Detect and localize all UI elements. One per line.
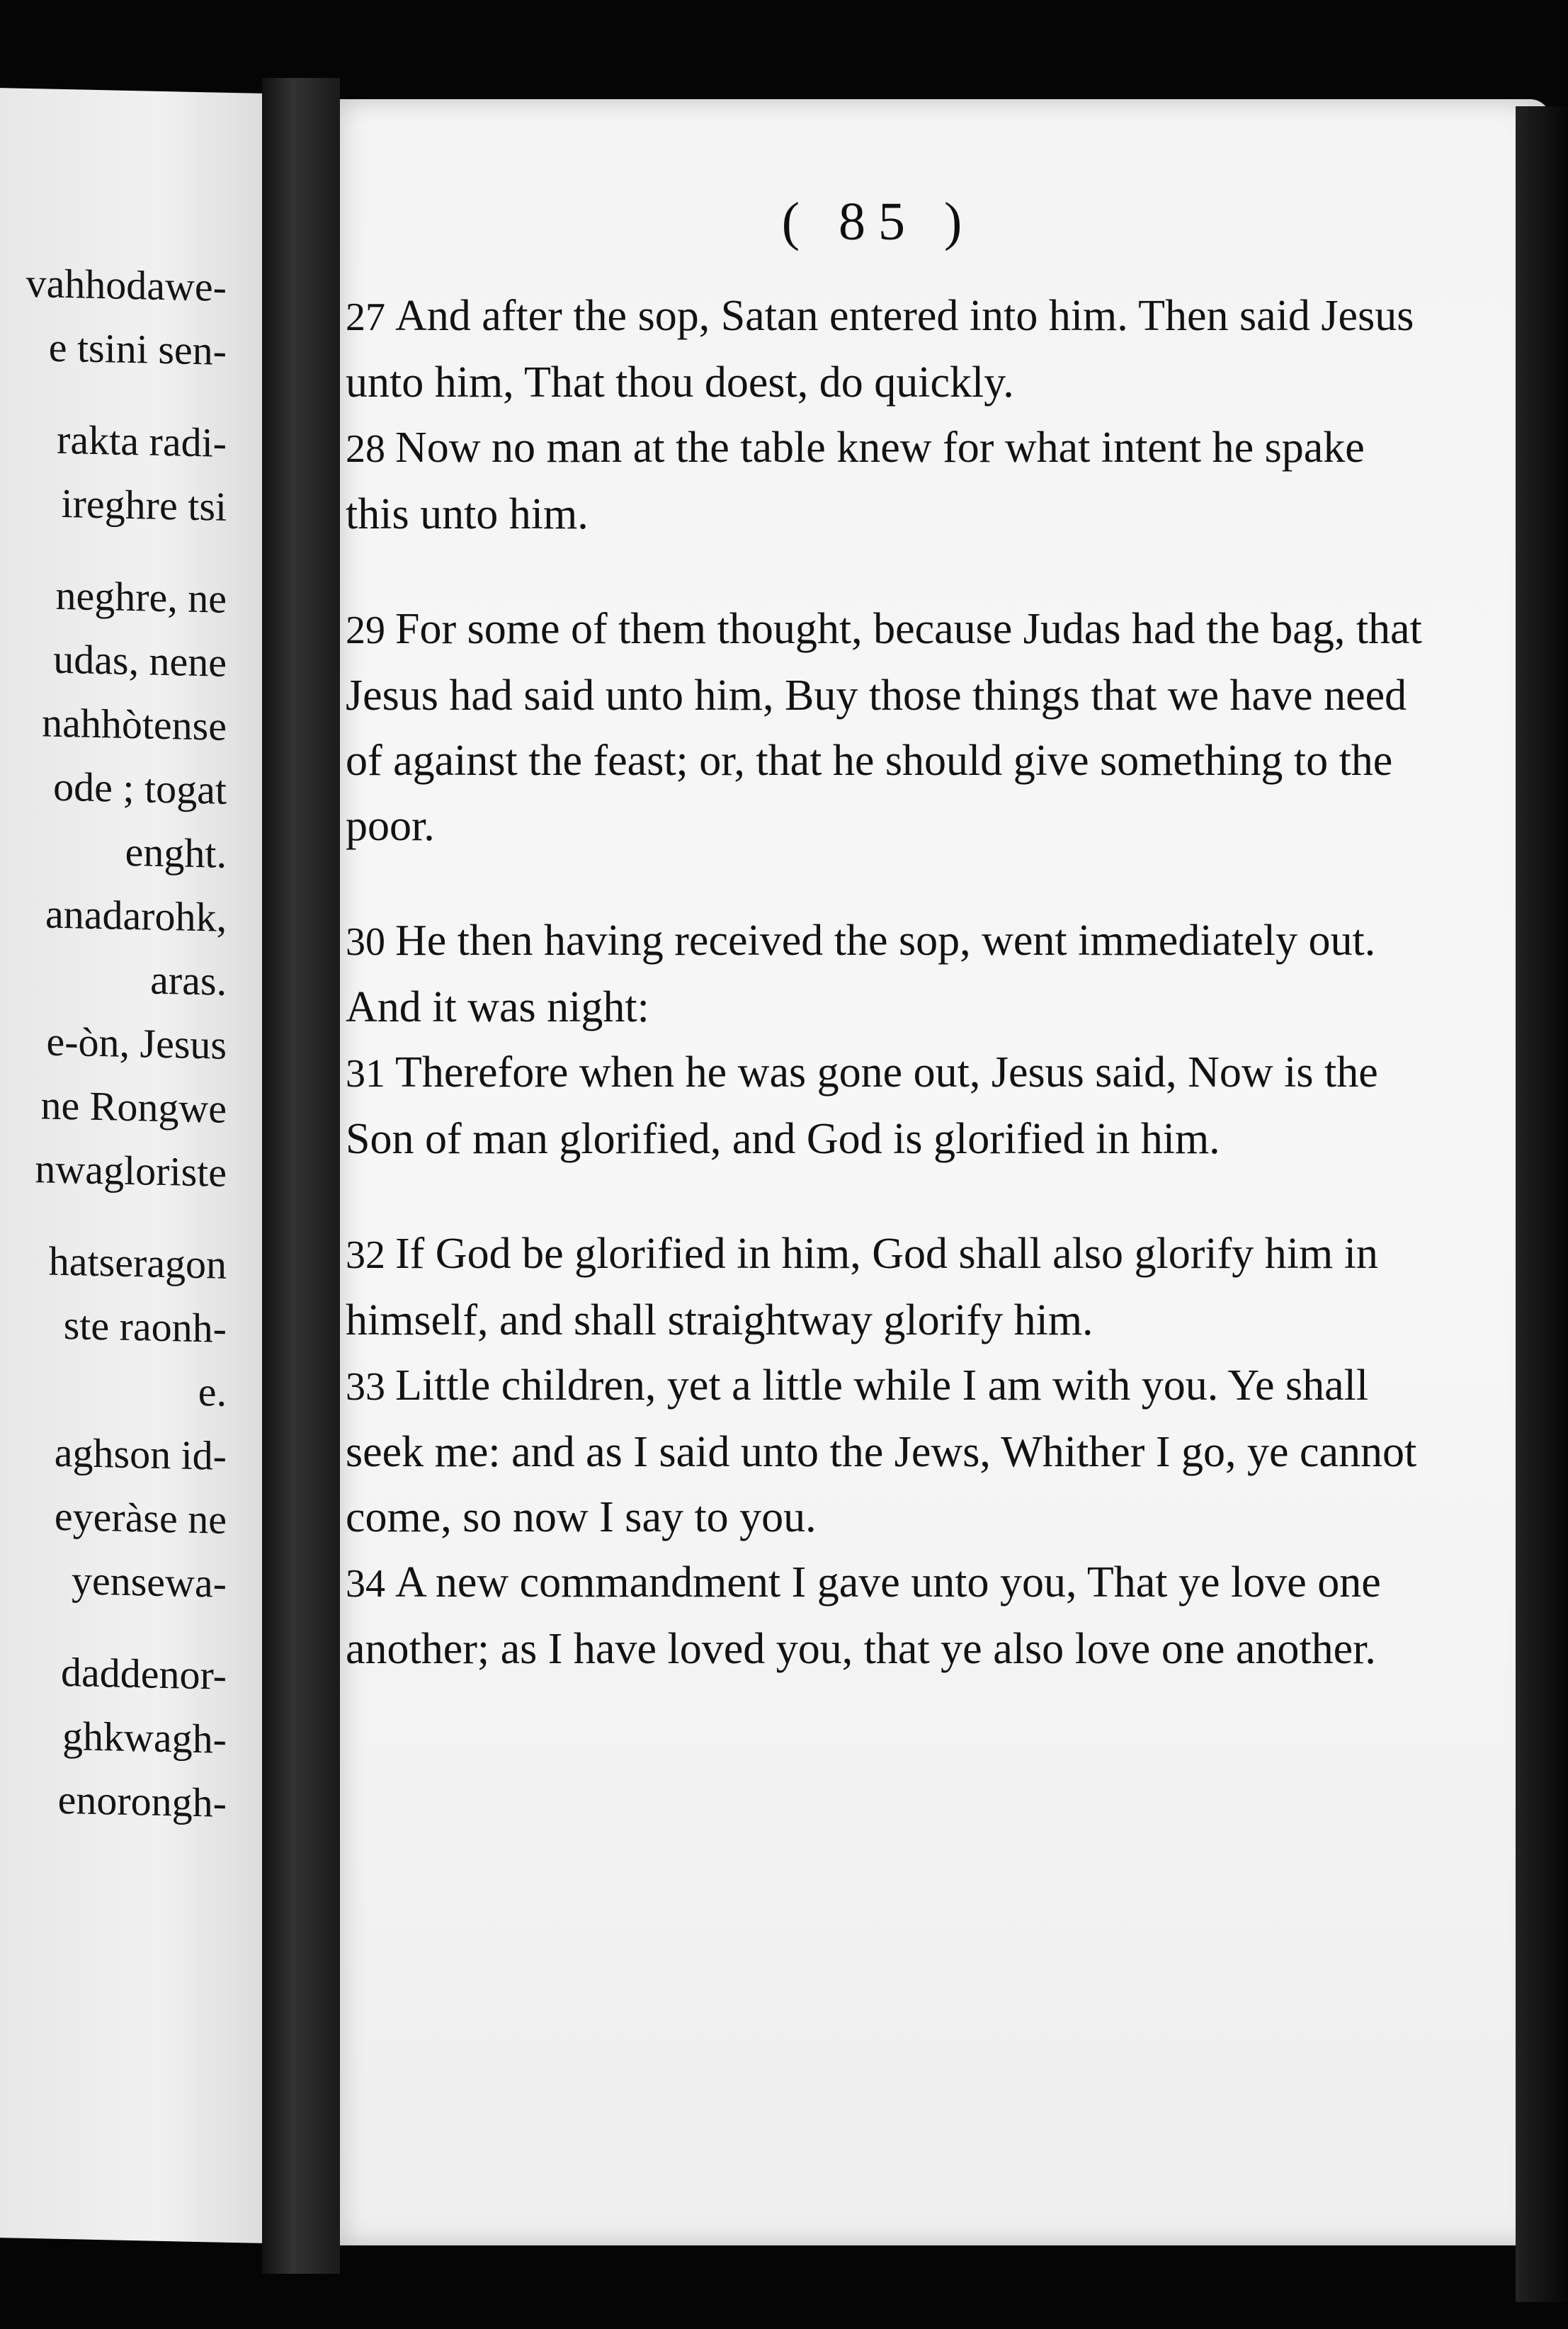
- verse-29: [346, 596, 1422, 858]
- verse-27: [346, 283, 1422, 415]
- verse-number: 29: [346, 608, 385, 652]
- verse-number: 34: [346, 1562, 385, 1606]
- left-page-line: ne Rongwe: [40, 1082, 227, 1132]
- left-page-line: yensewa-: [71, 1557, 227, 1606]
- left-page-line: nahhòtense: [42, 699, 227, 749]
- left-page-line: anadarohk,: [45, 890, 227, 941]
- verse-text: For some of them thought, because Judas had the bag, that Jesus had said unto him, Buy those things that we have need of against the feast; or, that he should give something to the poor.: [346, 605, 1422, 850]
- verse-text: If God be glorified in him, God shall also glorify him in himself, and shall straightway glorify him.: [346, 1230, 1378, 1344]
- left-page-line: nwagloriste: [35, 1145, 227, 1196]
- left-page: [0, 88, 262, 2243]
- page-number: ( 85 ): [781, 192, 975, 251]
- verse-text: Little children, yet a little while I am with you. Ye shall seek me: and as I said unto the Jews, Whither I go, ye cannot come, so now I say to you.: [346, 1361, 1417, 1541]
- left-page-line: ste raonh-: [63, 1302, 227, 1352]
- left-page-line: rakta radi-: [57, 416, 227, 466]
- scripture-text: [346, 283, 1422, 1682]
- verse-33: [346, 1353, 1422, 1550]
- left-page-line: ghkwagh-: [62, 1712, 227, 1762]
- verse-32: [346, 1221, 1422, 1353]
- left-page-line: daddenor-: [61, 1648, 227, 1699]
- left-page-line: vahhodawe-: [25, 259, 227, 310]
- left-page-line: aras.: [150, 956, 227, 1004]
- right-page-edge: [1516, 106, 1568, 2302]
- verse-30: [346, 908, 1422, 1040]
- verse-number: 32: [346, 1233, 385, 1277]
- verse-number: 28: [346, 427, 385, 471]
- verse-number: 30: [346, 920, 385, 964]
- left-page-line: e tsini sen-: [48, 324, 227, 374]
- verse-34: [346, 1550, 1422, 1682]
- left-page-line: e.: [198, 1368, 227, 1415]
- left-page-line: enght.: [125, 828, 227, 877]
- verse-31: [346, 1040, 1422, 1172]
- left-page-line: eyeràse ne: [54, 1492, 227, 1543]
- verse-28: [346, 415, 1422, 547]
- verse-text: Now no man at the table knew for what intent he spake this unto him.: [346, 424, 1365, 538]
- verse-text: A new commandment I gave unto you, That ye love one another; as I have loved you, that ye also love one another.: [346, 1558, 1381, 1673]
- verse-text: Therefore when he was gone out, Jesus said, Now is the Son of man glorified, and God is glorified in him.: [346, 1048, 1378, 1163]
- left-page-line: enorongh-: [57, 1776, 227, 1826]
- left-page-line: hatseragon: [48, 1237, 227, 1288]
- left-page-line: neghre, ne: [55, 572, 227, 622]
- left-page-line: udas, nene: [53, 635, 227, 686]
- left-page-line: e-òn, Jesus: [46, 1018, 227, 1068]
- verse-text: And after the sop, Satan entered into him. Then said Jesus unto him, That thou doest, do quickly.: [346, 292, 1414, 407]
- book-gutter: [262, 78, 340, 2274]
- left-page-line: aghson id-: [54, 1429, 227, 1479]
- verse-text: He then having received the sop, went immediately out. And it was night:: [346, 917, 1376, 1031]
- left-page-line: ireghre tsi: [61, 480, 227, 530]
- verse-number: 27: [346, 295, 385, 339]
- verse-number: 33: [346, 1365, 385, 1409]
- left-page-line: ode ; togat: [53, 763, 227, 813]
- verse-number: 31: [346, 1052, 385, 1096]
